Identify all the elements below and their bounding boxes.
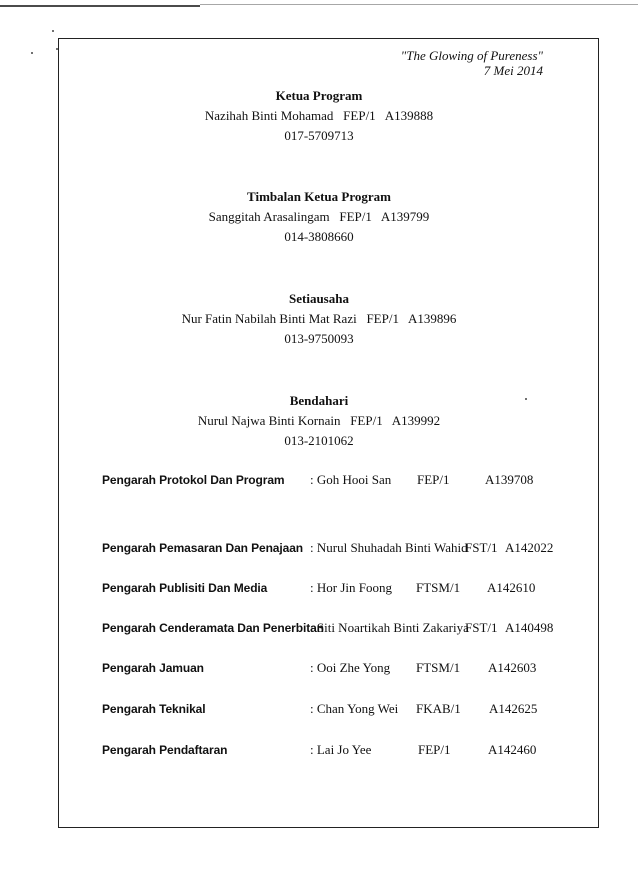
officer-timbalan-ketua: [0, 187, 638, 247]
officer-details: Nurul Najwa Binti Kornain FEP/1 A139992: [197, 413, 441, 428]
director-faculty: FEP/1: [418, 742, 451, 757]
officer-phone: 013-9750093: [284, 331, 354, 346]
director-name: : Nurul Shuhadah Binti Wahid: [310, 540, 468, 555]
director-role: Pengarah Protokol Dan Program: [102, 473, 285, 487]
director-name: : Lai Jo Yee: [310, 742, 372, 757]
officer-bendahari: [0, 391, 638, 451]
director-faculty: FST/1: [465, 620, 498, 635]
director-name: : Siti Noartikah Binti Zakariya: [310, 620, 469, 635]
director-matric: A142022: [505, 540, 554, 555]
director-faculty: FTSM/1: [416, 580, 461, 595]
officer-title: Setiausaha: [289, 291, 349, 306]
director-faculty: FST/1: [465, 540, 498, 555]
officer-ketua-program: [0, 86, 638, 146]
scan-speck: [52, 30, 54, 32]
scan-speck: [31, 52, 33, 54]
director-matric: A142610: [487, 580, 536, 595]
document-date: 7 Mei 2014: [483, 63, 543, 78]
director-matric: A140498: [505, 620, 554, 635]
director-role: Pengarah Publisiti Dan Media: [102, 581, 268, 595]
motto-quote: "The Glowing of Pureness": [400, 48, 543, 63]
director-matric: A142460: [488, 742, 537, 757]
officer-details: Nazihah Binti Mohamad FEP/1 A139888: [204, 108, 434, 123]
director-name: : Ooi Zhe Yong: [310, 660, 391, 675]
director-name: : Hor Jin Foong: [310, 580, 392, 595]
director-faculty: FKAB/1: [416, 701, 461, 716]
scan-edge-line: [200, 4, 638, 5]
scan-edge-line: [0, 5, 200, 7]
officer-setiausaha: [0, 289, 638, 349]
director-faculty: FTSM/1: [416, 660, 461, 675]
motto-block: [401, 48, 543, 78]
director-matric: A139708: [485, 472, 534, 487]
officer-phone: 013-2101062: [284, 433, 354, 448]
officer-details: Nur Fatin Nabilah Binti Mat Razi FEP/1 A139896: [181, 311, 457, 326]
director-role: Pengarah Cenderamata Dan Penerbitan: [102, 621, 324, 635]
director-role: Pengarah Pendaftaran: [102, 743, 228, 757]
director-name: : Chan Yong Wei: [310, 701, 399, 716]
director-faculty: FEP/1: [417, 472, 450, 487]
director-name: : Goh Hooi San: [310, 472, 392, 487]
officer-phone: 017-5709713: [284, 128, 354, 143]
officer-title: Bendahari: [289, 393, 349, 408]
officer-title: Timbalan Ketua Program: [247, 189, 391, 204]
director-role: Pengarah Jamuan: [102, 661, 204, 675]
officer-phone: 014-3808660: [284, 229, 354, 244]
director-matric: A142603: [488, 660, 537, 675]
director-role: Pengarah Pemasaran Dan Penajaan: [102, 541, 303, 555]
officer-details: Sanggitah Arasalingam FEP/1 A139799: [208, 209, 430, 224]
director-role: Pengarah Teknikal: [102, 702, 206, 716]
director-matric: A142625: [489, 701, 538, 716]
officer-title: Ketua Program: [275, 88, 363, 103]
